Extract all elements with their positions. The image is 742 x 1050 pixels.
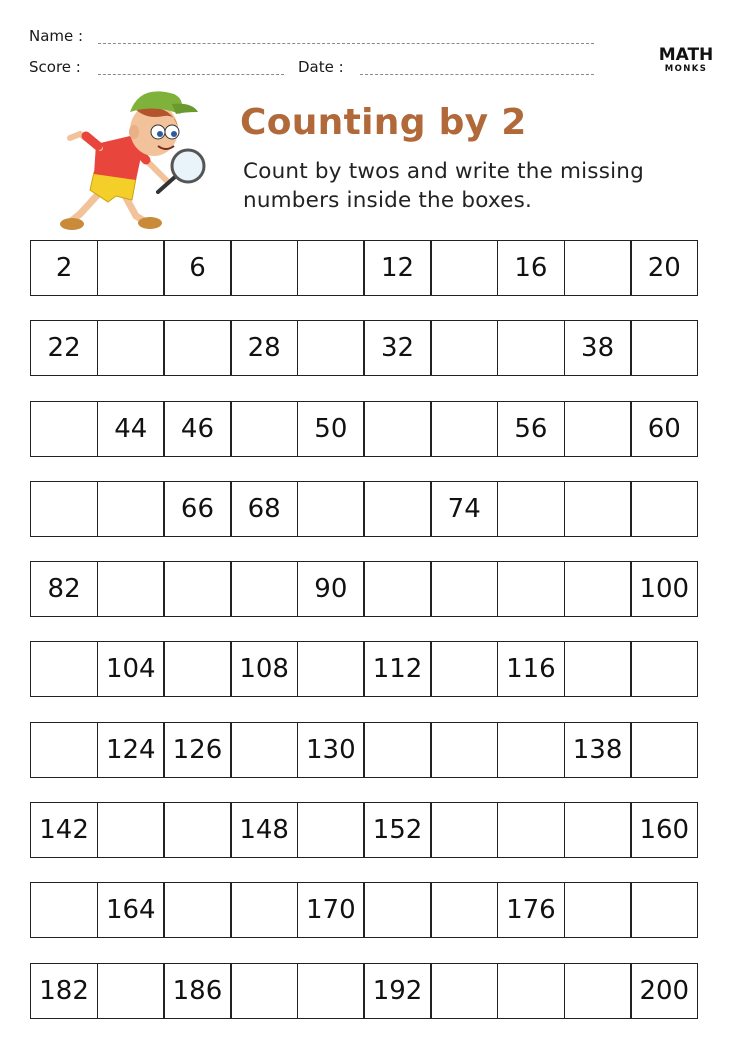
answer-box-empty[interactable] xyxy=(97,320,165,376)
answer-box-given: 90 xyxy=(297,561,365,617)
score-field[interactable] xyxy=(98,74,284,75)
answer-box-empty[interactable] xyxy=(630,641,698,697)
answer-box-empty[interactable] xyxy=(163,641,231,697)
answer-box-given: 142 xyxy=(30,802,98,858)
answer-box-empty[interactable] xyxy=(497,320,565,376)
answer-box-empty[interactable] xyxy=(363,481,431,537)
answer-box-empty[interactable] xyxy=(630,882,698,938)
answer-box-empty[interactable] xyxy=(230,722,298,778)
answer-box-empty[interactable] xyxy=(430,802,498,858)
number-grid xyxy=(30,240,712,1043)
answer-box-empty[interactable] xyxy=(564,240,632,296)
grid-row xyxy=(30,481,712,537)
answer-box-given: 50 xyxy=(297,401,365,457)
answer-box-given: 182 xyxy=(30,963,98,1019)
boy-with-magnifier-illustration xyxy=(50,86,220,236)
answer-box-empty[interactable] xyxy=(97,802,165,858)
answer-box-empty[interactable] xyxy=(564,802,632,858)
answer-box-given: 116 xyxy=(497,641,565,697)
answer-box-empty[interactable] xyxy=(97,561,165,617)
answer-box-given: 68 xyxy=(230,481,298,537)
answer-box-empty[interactable] xyxy=(30,481,98,537)
answer-box-given: 6 xyxy=(163,240,231,296)
answer-box-empty[interactable] xyxy=(297,963,365,1019)
answer-box-empty[interactable] xyxy=(30,401,98,457)
answer-box-given: 192 xyxy=(363,963,431,1019)
answer-box-empty[interactable] xyxy=(564,882,632,938)
answer-box-empty[interactable] xyxy=(297,802,365,858)
answer-box-empty[interactable] xyxy=(230,240,298,296)
answer-box-given: 22 xyxy=(30,320,98,376)
answer-box-empty[interactable] xyxy=(363,722,431,778)
answer-box-given: 56 xyxy=(497,401,565,457)
answer-box-empty[interactable] xyxy=(230,963,298,1019)
answer-box-empty[interactable] xyxy=(564,963,632,1019)
answer-box-given: 112 xyxy=(363,641,431,697)
answer-box-given: 32 xyxy=(363,320,431,376)
answer-box-empty[interactable] xyxy=(497,963,565,1019)
answer-box-empty[interactable] xyxy=(430,722,498,778)
answer-box-given: 46 xyxy=(163,401,231,457)
answer-box-empty[interactable] xyxy=(430,641,498,697)
answer-box-given: 164 xyxy=(97,882,165,938)
answer-box-empty[interactable] xyxy=(363,882,431,938)
answer-box-empty[interactable] xyxy=(230,401,298,457)
math-monks-logo xyxy=(654,46,718,74)
answer-box-empty[interactable] xyxy=(564,401,632,457)
grid-row xyxy=(30,802,712,858)
answer-box-given: 38 xyxy=(564,320,632,376)
answer-box-given: 100 xyxy=(630,561,698,617)
answer-box-empty[interactable] xyxy=(430,882,498,938)
answer-box-empty[interactable] xyxy=(497,802,565,858)
answer-box-given: 66 xyxy=(163,481,231,537)
date-field[interactable] xyxy=(360,74,594,75)
grid-row xyxy=(30,641,712,697)
answer-box-empty[interactable] xyxy=(430,240,498,296)
answer-box-given: 138 xyxy=(564,722,632,778)
answer-box-given: 82 xyxy=(30,561,98,617)
grid-row xyxy=(30,240,712,296)
answer-box-given: 152 xyxy=(363,802,431,858)
answer-box-given: 148 xyxy=(230,802,298,858)
answer-box-empty[interactable] xyxy=(497,481,565,537)
answer-box-given: 130 xyxy=(297,722,365,778)
date-label: Date : xyxy=(298,58,344,76)
answer-box-given: 20 xyxy=(630,240,698,296)
answer-box-given: 176 xyxy=(497,882,565,938)
grid-row xyxy=(30,963,712,1019)
answer-box-given: 170 xyxy=(297,882,365,938)
logo-line1: MATH xyxy=(658,45,714,65)
answer-box-given: 104 xyxy=(97,641,165,697)
answer-box-empty[interactable] xyxy=(163,882,231,938)
answer-box-empty[interactable] xyxy=(97,963,165,1019)
logo-line2: MONKS xyxy=(664,64,708,74)
answer-box-empty[interactable] xyxy=(97,481,165,537)
answer-box-empty[interactable] xyxy=(297,240,365,296)
answer-box-given: 28 xyxy=(230,320,298,376)
answer-box-given: 124 xyxy=(97,722,165,778)
answer-box-empty[interactable] xyxy=(564,641,632,697)
grid-row xyxy=(30,561,712,617)
answer-box-given: 200 xyxy=(630,963,698,1019)
answer-box-empty[interactable] xyxy=(30,882,98,938)
answer-box-empty[interactable] xyxy=(297,481,365,537)
answer-box-empty[interactable] xyxy=(430,561,498,617)
grid-row xyxy=(30,401,712,457)
worksheet-instructions: Count by twos and write the missing numbers inside the boxes. xyxy=(243,159,644,213)
answer-box-empty[interactable] xyxy=(163,561,231,617)
answer-box-empty[interactable] xyxy=(564,561,632,617)
answer-box-empty[interactable] xyxy=(630,320,698,376)
answer-box-given: 44 xyxy=(97,401,165,457)
answer-box-given: 2 xyxy=(30,240,98,296)
answer-box-empty[interactable] xyxy=(163,802,231,858)
answer-box-empty[interactable] xyxy=(564,481,632,537)
answer-box-given: 12 xyxy=(363,240,431,296)
answer-box-empty[interactable] xyxy=(163,320,231,376)
answer-box-empty[interactable] xyxy=(363,401,431,457)
answer-box-empty[interactable] xyxy=(497,561,565,617)
answer-box-empty[interactable] xyxy=(497,722,565,778)
answer-box-empty[interactable] xyxy=(230,561,298,617)
grid-row xyxy=(30,722,712,778)
answer-box-empty[interactable] xyxy=(430,320,498,376)
answer-box-given: 186 xyxy=(163,963,231,1019)
grid-row xyxy=(30,882,712,938)
worksheet-title: Counting by 2 xyxy=(240,102,527,143)
answer-box-empty[interactable] xyxy=(297,320,365,376)
grid-row xyxy=(30,320,712,376)
answer-box-given: 60 xyxy=(630,401,698,457)
answer-box-empty[interactable] xyxy=(630,722,698,778)
answer-box-empty[interactable] xyxy=(297,641,365,697)
answer-box-empty[interactable] xyxy=(630,481,698,537)
answer-box-given: 160 xyxy=(630,802,698,858)
answer-box-given: 16 xyxy=(497,240,565,296)
answer-box-given: 108 xyxy=(230,641,298,697)
answer-box-given: 74 xyxy=(430,481,498,537)
answer-box-empty[interactable] xyxy=(430,401,498,457)
answer-box-empty[interactable] xyxy=(97,240,165,296)
answer-box-given: 126 xyxy=(163,722,231,778)
answer-box-empty[interactable] xyxy=(363,561,431,617)
answer-box-empty[interactable] xyxy=(30,722,98,778)
score-label: Score : xyxy=(29,58,81,76)
answer-box-empty[interactable] xyxy=(230,882,298,938)
answer-box-empty[interactable] xyxy=(30,641,98,697)
answer-box-empty[interactable] xyxy=(430,963,498,1019)
name-label: Name : xyxy=(29,27,84,45)
name-field[interactable] xyxy=(98,43,594,44)
